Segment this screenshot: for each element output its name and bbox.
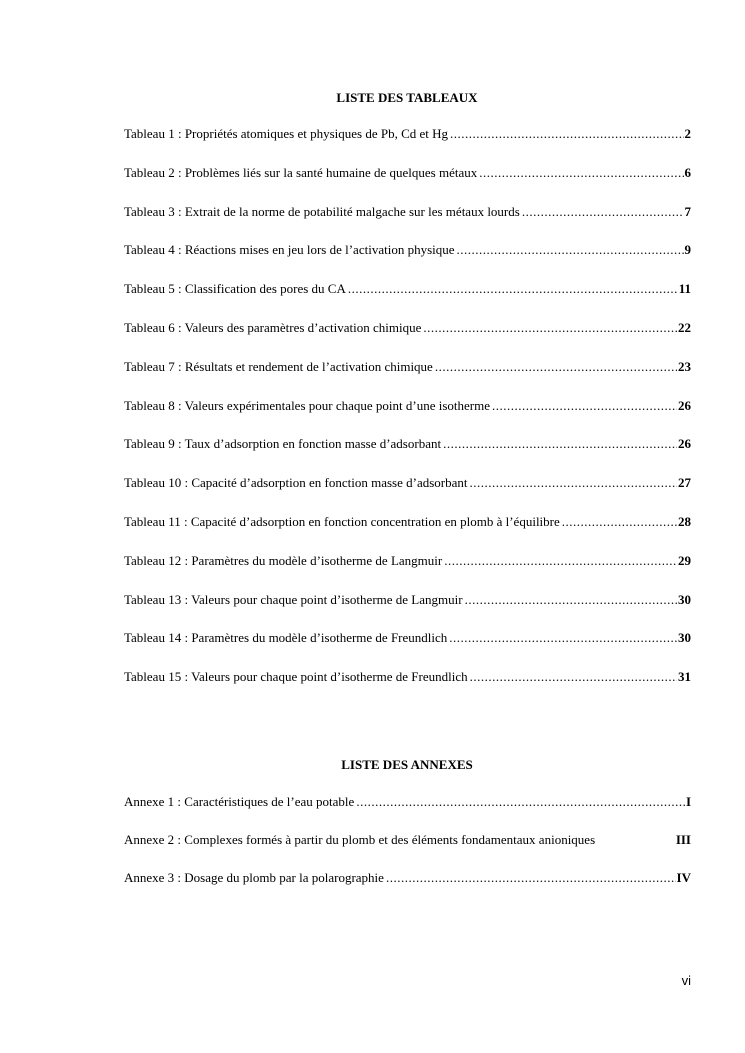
annexes-list [124, 794, 691, 908]
toc-leader-dots [562, 514, 677, 530]
toc-entry-table-4[interactable] [124, 242, 691, 281]
tables-list-heading: LISTE DES TABLEAUX [336, 90, 478, 105]
toc-entry-label: Tableau 9 : Taux d’adsorption en fonction masse d’adsorbant [124, 436, 442, 452]
toc-entry-page: IV [676, 870, 691, 885]
toc-entry-page: 7 [684, 203, 691, 219]
toc-entry-table-14[interactable] [124, 630, 691, 669]
toc-entry-page: 31 [678, 669, 691, 685]
toc-entry-table-15[interactable] [124, 669, 691, 708]
toc-entry-table-3[interactable] [124, 204, 691, 243]
toc-entry-table-11[interactable] [124, 514, 691, 553]
toc-entry-label: Tableau 4 : Réactions mises en jeu lors de l’activation physique [124, 242, 455, 258]
toc-leader-dots [479, 165, 683, 181]
toc-leader-dots [435, 359, 677, 375]
toc-entry-page: 22 [678, 319, 691, 335]
toc-entry-label: Tableau 10 : Capacité d’adsorption en fonction masse d’adsorbant [124, 475, 468, 491]
toc-leader-dots [356, 794, 685, 810]
toc-entry-label: Tableau 6 : Valeurs des paramètres d’activation chimique [124, 319, 422, 335]
toc-leader-dots [444, 553, 677, 569]
toc-entry-page: 27 [678, 475, 691, 491]
toc-entry-label: Tableau 11 : Capacité d’adsorption en fonction concentration en plomb à l’équilibre [124, 513, 560, 529]
toc-leader-dots [386, 870, 676, 886]
toc-entry-annex-3[interactable] [124, 870, 691, 908]
toc-entry-page: 6 [684, 164, 691, 180]
toc-entry-label: Tableau 14 : Paramètres du modèle d’isotherme de Freundlich [124, 630, 448, 646]
toc-entry-page: 30 [678, 591, 691, 607]
toc-entry-table-9[interactable] [124, 436, 691, 475]
tables-list [124, 126, 691, 708]
toc-entry-table-10[interactable] [124, 475, 691, 514]
toc-entry-label: Tableau 8 : Valeurs expérimentales pour chaque point d’une isotherme [124, 397, 490, 413]
page-number: vi [681, 973, 691, 988]
toc-leader-dots [465, 592, 677, 608]
toc-entry-page: III [675, 832, 691, 847]
toc-entry-label: Tableau 1 : Propriétés atomiques et physiques de Pb, Cd et Hg [124, 126, 449, 141]
toc-entry-label: Tableau 7 : Résultats et rendement de l’activation chimique [124, 358, 433, 374]
toc-entry-label: Tableau 13 : Valeurs pour chaque point d’isotherme de Langmuir [124, 591, 463, 607]
toc-entry-table-6[interactable] [124, 320, 691, 359]
toc-leader-dots [470, 669, 677, 685]
toc-entry-page: 11 [678, 281, 691, 297]
toc-entry-label: Annexe 3 : Dosage du plomb par la polarographie [124, 870, 384, 885]
toc-leader-dots [450, 126, 683, 142]
toc-entry-page: 9 [684, 242, 691, 258]
toc-entry-label: Tableau 12 : Paramètres du modèle d’isotherme de Langmuir [124, 552, 443, 568]
annexes-list-heading: LISTE DES ANNEXES [341, 757, 473, 772]
toc-entry-label: Tableau 15 : Valeurs pour chaque point d’isotherme de Freundlich [124, 669, 468, 685]
toc-entry-page: 23 [678, 358, 691, 374]
toc-entry-annex-1[interactable] [124, 794, 691, 832]
toc-entry-page: 30 [678, 630, 691, 646]
toc-leader-dots [522, 204, 684, 220]
toc-entry-table-8[interactable] [124, 398, 691, 437]
toc-leader-dots [423, 320, 677, 336]
toc-entry-page: 28 [678, 513, 691, 529]
toc-leader-dots [443, 436, 677, 452]
toc-entry-label: Annexe 2 : Complexes formés à partir du plomb et des éléments fondamentaux anioniques [124, 832, 596, 847]
toc-leader-dots [348, 281, 678, 297]
toc-entry-annex-2[interactable] [124, 832, 691, 870]
toc-entry-table-2[interactable] [124, 165, 691, 204]
toc-entry-label: Tableau 3 : Extrait de la norme de potabilité malgache sur les métaux lourds [124, 203, 520, 219]
toc-entry-label: Annexe 1 : Caractéristiques de l’eau potable [124, 794, 355, 809]
toc-entry-table-5[interactable] [124, 281, 691, 320]
toc-leader-dots [449, 630, 677, 646]
toc-leader-dots [469, 475, 677, 491]
toc-entry-label: Tableau 5 : Classification des pores du CA [124, 281, 346, 297]
toc-entry-page: 2 [684, 126, 691, 141]
toc-entry-table-1[interactable] [124, 126, 691, 165]
toc-entry-table-7[interactable] [124, 359, 691, 398]
toc-entry-page: 29 [678, 552, 691, 568]
toc-leader-dots [492, 398, 677, 414]
toc-entry-page: 26 [678, 397, 691, 413]
toc-leader-dots [457, 242, 684, 258]
toc-entry-table-13[interactable] [124, 592, 691, 631]
toc-entry-label: Tableau 2 : Problèmes liés sur la santé humaine de quelques métaux [124, 164, 478, 180]
toc-entry-table-12[interactable] [124, 553, 691, 592]
toc-entry-page: I [685, 794, 691, 809]
toc-entry-page: 26 [678, 436, 691, 452]
